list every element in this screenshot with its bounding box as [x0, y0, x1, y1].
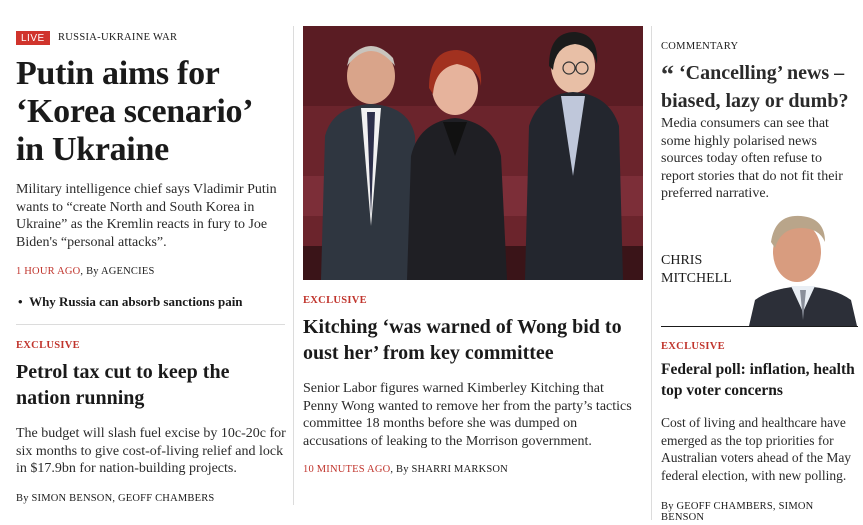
category-label[interactable]: RUSSIA-UKRAINE WAR — [58, 32, 178, 43]
author-name[interactable] — [661, 252, 751, 287]
story-summary: Cost of living and healthcare have emerged as the top priorities for Australian voters ahead of the May federal election, with new polling. — [661, 415, 852, 483]
byline: , By AGENCIES — [80, 266, 155, 277]
timestamp: 1 HOUR AGO — [16, 266, 81, 277]
story-headline[interactable]: Kitching ‘was warned of Wong bid to oust her’ from key committee — [303, 316, 622, 364]
divider — [16, 324, 285, 325]
commentary-headline[interactable] — [661, 60, 858, 114]
timestamp: 10 MINUTES AGO — [303, 464, 391, 475]
story-meta — [303, 464, 508, 475]
columnist-portrait — [747, 212, 858, 326]
exclusive-tag: EXCLUSIVE — [303, 295, 367, 306]
author-avatar[interactable] — [747, 212, 858, 326]
related-link[interactable] — [18, 294, 243, 310]
lead-headline[interactable]: Putin aims for ‘Korea scenario’ in Ukraine — [16, 55, 251, 168]
story-summary: Senior Labor figures warned Kimberley Kitching that Penny Wong wanted to remove her from the party’s tactics committee 18 months before she was dumped on accusations of leaking to the Morrison government. — [303, 381, 632, 449]
byline: By SIMON BENSON, GEOFF CHAMBERS — [16, 493, 215, 504]
bullet-icon: • — [18, 294, 30, 309]
live-badge: LIVE — [16, 31, 50, 45]
exclusive-tag: EXCLUSIVE — [16, 340, 80, 351]
quote-icon: “ — [661, 60, 674, 89]
lead-meta — [16, 266, 155, 277]
author-first-name: CHRIS — [661, 253, 703, 268]
story-headline[interactable]: Petrol tax cut to keep the nation running — [16, 361, 230, 409]
column-divider — [293, 26, 294, 505]
byline: , By SHARRI MARKSON — [390, 464, 508, 475]
byline: By GEOFF CHAMBERS, SIMON BENSON — [661, 501, 814, 523]
feature-column — [303, 0, 643, 525]
commentary-summary: Media consumers can see that some highly polarised news sources today often refuse to report stories that do not fit their preferred narrative. — [661, 116, 843, 201]
category-label[interactable]: COMMENTARY — [661, 41, 739, 52]
lead-summary: Military intelligence chief says Vladimir Putin wants to “create North and South Korea in Ukraine” as the Kremlin reacts in fury to Joe Biden's “personal attacks”. — [16, 182, 277, 250]
related-link-label[interactable]: Why Russia can absorb sanctions pain — [29, 294, 243, 309]
story-summary: The budget will slash fuel excise by 10c-20c for six months to give cost-of-living relief and lock in $17.9bn for nation-building projects. — [16, 426, 286, 476]
exclusive-tag: EXCLUSIVE — [661, 341, 725, 352]
divider — [661, 326, 858, 327]
author-last-name: MITCHELL — [661, 270, 732, 286]
column-divider — [651, 26, 652, 520]
lead-column — [16, 0, 286, 525]
story-headline[interactable]: Federal poll: inflation, health top voter concerns — [661, 361, 855, 399]
commentary-headline-text[interactable]: ‘Cancelling’ news – biased, lazy or dumb? — [661, 62, 849, 112]
